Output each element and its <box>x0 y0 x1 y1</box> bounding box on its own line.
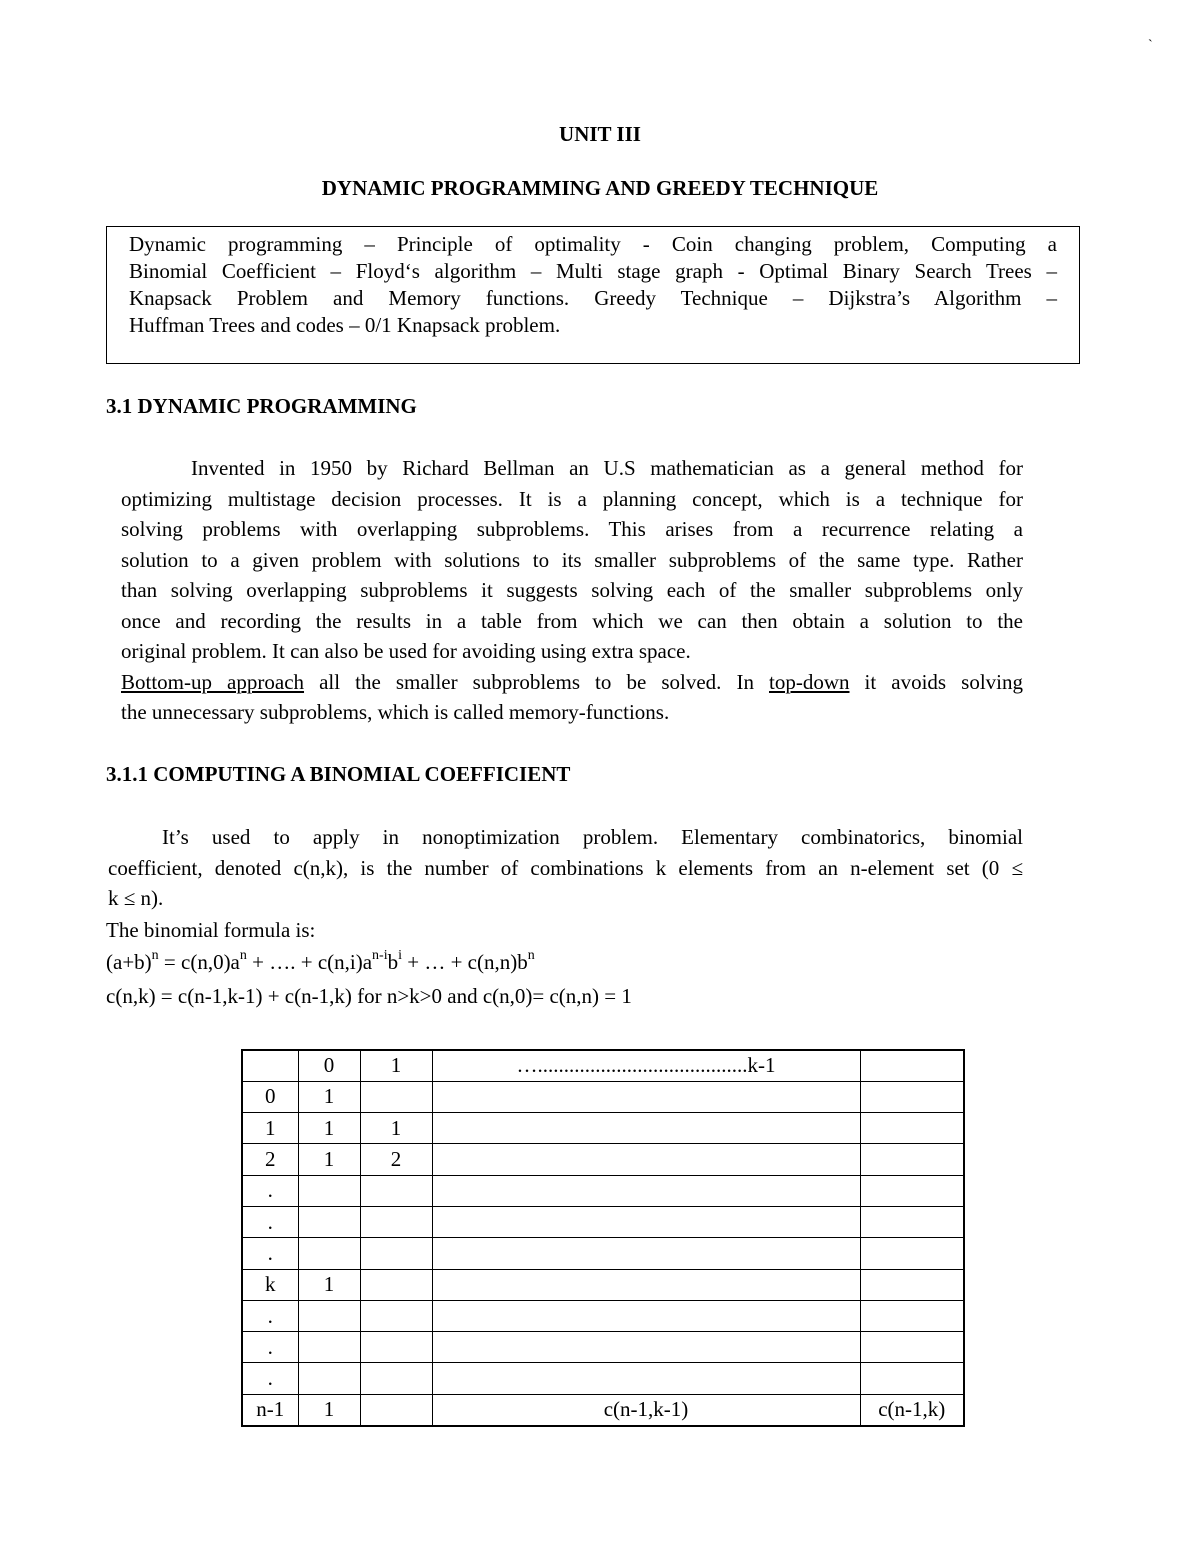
binomial-formula <box>106 947 535 977</box>
formula-term: = c(n,0)a <box>158 950 240 974</box>
table-row <box>242 1081 964 1112</box>
table-cell <box>860 1113 964 1144</box>
table-cell <box>860 1206 964 1237</box>
formula-term: + … + c(n,n)b <box>402 950 528 974</box>
syllabus-line: Dynamic programming – Principle of optimality - Coin changing problem, Computing a <box>129 232 1057 256</box>
table-cell: 1 <box>298 1269 360 1300</box>
paragraph-line: coefficient, denoted c(n,k), is the number of combinations k elements from an n-element set (0 ≤ <box>108 855 1023 880</box>
table-cell: 1 <box>298 1113 360 1144</box>
table-row <box>242 1300 964 1331</box>
table-cell <box>860 1300 964 1331</box>
binomial-table <box>241 1049 965 1427</box>
table-cell <box>360 1363 432 1394</box>
table-cell <box>860 1269 964 1300</box>
table-cell <box>860 1144 964 1175</box>
table-cell <box>360 1238 432 1269</box>
table-cell: 2 <box>242 1144 298 1175</box>
table-cell <box>432 1113 860 1144</box>
table-cell <box>860 1050 964 1081</box>
table-cell: . <box>242 1238 298 1269</box>
corner-mark: ` <box>1148 38 1153 53</box>
paragraph-line: original problem. It can also be used for avoiding using extra space. <box>121 639 691 663</box>
table-row <box>242 1113 964 1144</box>
paragraph-line: solution to a given problem with solutions to its smaller subproblems of the same type. Rather <box>121 547 1023 572</box>
paragraph-line: optimizing multistage decision processes. It is a planning concept, which is a technique for <box>121 486 1023 511</box>
table-cell: 0 <box>242 1081 298 1112</box>
approach-text-b: it avoids solving <box>849 669 1023 694</box>
table-cell: 1 <box>298 1081 360 1112</box>
table-cell: 1 <box>242 1113 298 1144</box>
table-cell <box>860 1175 964 1206</box>
table-cell <box>360 1175 432 1206</box>
table-cell <box>432 1081 860 1112</box>
top-down-term: top-down <box>769 669 850 694</box>
table-cell <box>298 1300 360 1331</box>
table-cell: . <box>242 1332 298 1363</box>
paragraph-line: k ≤ n). <box>108 886 164 910</box>
table-cell: k <box>242 1269 298 1300</box>
table-cell <box>432 1269 860 1300</box>
table-cell <box>360 1332 432 1363</box>
table-cell <box>432 1175 860 1206</box>
table-cell <box>298 1238 360 1269</box>
table-cell: c(n-1,k) <box>860 1394 964 1425</box>
paragraph-line: once and recording the results in a table from which we can then obtain a solution to the <box>121 608 1023 633</box>
unit-title: UNIT III <box>559 122 641 146</box>
table-row <box>242 1394 964 1425</box>
syllabus-line: Huffman Trees and codes – 0/1 Knapsack problem. <box>129 313 561 337</box>
table-cell <box>298 1206 360 1237</box>
table-cell: 0 <box>298 1050 360 1081</box>
formula-term: (a+b) <box>106 950 152 974</box>
table-cell <box>360 1269 432 1300</box>
approach-line <box>121 667 1023 698</box>
formula-sup: n-i <box>372 948 388 963</box>
recurrence-formula: c(n,k) = c(n-1,k-1) + c(n-1,k) for n>k>0 and c(n,0)= c(n,n) = 1 <box>106 984 632 1008</box>
table-cell: …........................................k-1 <box>432 1050 860 1081</box>
table-cell <box>860 1238 964 1269</box>
table-cell <box>432 1144 860 1175</box>
paragraph-line: It’s used to apply in nonoptimization problem. Elementary combinatorics, binomial <box>162 825 1023 849</box>
formula-intro: The binomial formula is: <box>106 918 316 942</box>
table-cell <box>432 1300 860 1331</box>
paragraph-line: the unnecessary subproblems, which is called memory-functions. <box>121 700 670 724</box>
table-cell: 1 <box>360 1113 432 1144</box>
table-cell: 2 <box>360 1144 432 1175</box>
formula-term: + …. + c(n,i)a <box>246 950 373 974</box>
formula-term: b <box>387 950 399 974</box>
formula-sup: i <box>398 948 402 963</box>
table-cell <box>432 1238 860 1269</box>
chapter-title: DYNAMIC PROGRAMMING AND GREEDY TECHNIQUE <box>321 176 879 200</box>
table-cell <box>360 1394 432 1425</box>
table-row <box>242 1206 964 1237</box>
table-row <box>242 1144 964 1175</box>
table-cell <box>860 1081 964 1112</box>
table-cell <box>360 1300 432 1331</box>
table-cell <box>360 1206 432 1237</box>
table-cell <box>432 1363 860 1394</box>
table-cell: . <box>242 1300 298 1331</box>
table-cell <box>298 1363 360 1394</box>
table-row <box>242 1238 964 1269</box>
syllabus-line: Knapsack Problem and Memory functions. Greedy Technique – Dijkstra’s Algorithm – <box>129 286 1057 310</box>
table-cell: . <box>242 1206 298 1237</box>
paragraph-line: Invented in 1950 by Richard Bellman an U.S mathematician as a general method for <box>191 456 1023 480</box>
table-cell: n-1 <box>242 1394 298 1425</box>
table-cell <box>432 1332 860 1363</box>
table-header-row <box>242 1050 964 1081</box>
syllabus-box <box>106 226 1080 364</box>
table-cell: 1 <box>360 1050 432 1081</box>
table-cell <box>860 1363 964 1394</box>
table-cell <box>860 1332 964 1363</box>
paragraph-line: solving problems with overlapping subproblems. This arises from a recurrence relating a <box>121 517 1023 541</box>
section-3-1-1-paragraph <box>108 822 1023 914</box>
table-cell <box>360 1081 432 1112</box>
section-heading-3-1: 3.1 DYNAMIC PROGRAMMING <box>106 394 417 418</box>
bottom-up-term: Bottom-up approach <box>121 669 305 694</box>
table-row <box>242 1175 964 1206</box>
table-cell: . <box>242 1175 298 1206</box>
table-cell <box>432 1206 860 1237</box>
section-heading-3-1-1: 3.1.1 COMPUTING A BINOMIAL COEFFICIENT <box>106 762 571 786</box>
table-cell <box>298 1332 360 1363</box>
table-cell: 1 <box>298 1144 360 1175</box>
formula-sup: n <box>151 948 159 963</box>
table-cell: . <box>242 1363 298 1394</box>
approach-text-a: all the smaller subproblems to be solved. In <box>304 669 769 694</box>
paragraph-line: than solving overlapping subproblems it suggests solving each of the smaller subproblems only <box>121 578 1023 602</box>
table-cell: c(n-1,k-1) <box>432 1394 860 1425</box>
table-cell: 1 <box>298 1394 360 1425</box>
table-row <box>242 1269 964 1300</box>
formula-sup: n <box>527 948 535 963</box>
table-row <box>242 1332 964 1363</box>
syllabus-line: Binomial Coefficient – Floyd‘s algorithm – Multi stage graph - Optimal Binary Search Trees – <box>129 259 1057 283</box>
table-cell <box>242 1050 298 1081</box>
table-cell <box>298 1175 360 1206</box>
table-row <box>242 1363 964 1394</box>
formula-sup: n <box>239 948 247 963</box>
section-3-1-paragraph <box>121 453 1023 728</box>
